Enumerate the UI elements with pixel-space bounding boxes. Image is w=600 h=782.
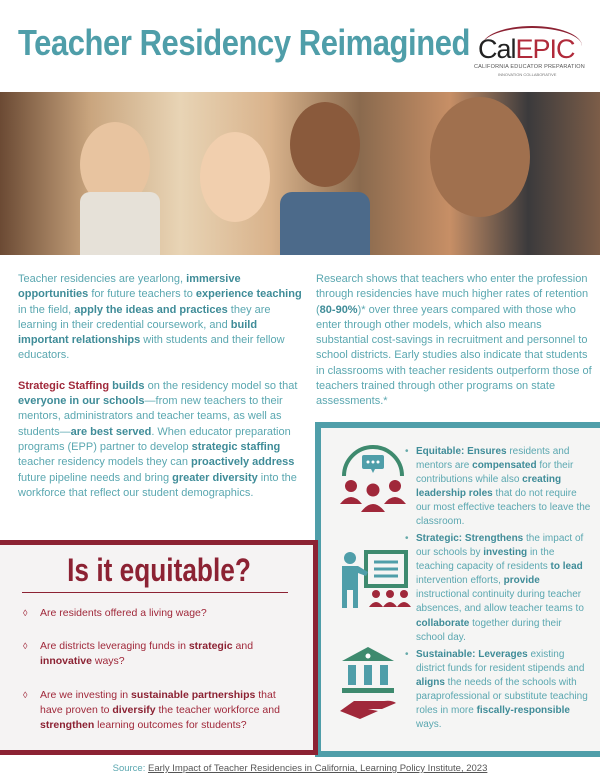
body-text: together during their school day. <box>416 617 562 643</box>
emphasis-text: build important relationships <box>18 318 258 347</box>
emphasis-text: innovative <box>40 655 92 667</box>
feature-sustainable <box>416 648 592 733</box>
diamond-bullet-icon: ◊ <box>23 608 28 618</box>
emphasis-text: apply the ideas and practices <box>74 303 228 316</box>
body-text: —from new teachers to their mentors, administrators and teacher teams, as well as students— <box>18 395 283 438</box>
question-text <box>40 640 253 667</box>
research-paragraph <box>316 272 592 410</box>
emphasis-text: sustainable partnerships <box>131 689 256 701</box>
emphasis-text: are best served <box>70 425 152 438</box>
feature-equitable <box>416 445 592 530</box>
body-text: Are residents offered a living wage? <box>40 607 207 619</box>
diamond-bullet-icon: ◊ <box>23 690 28 700</box>
body-text: ways? <box>91 655 125 667</box>
emphasis-text: to lead <box>550 561 583 573</box>
emphasis-text: creating leadership roles <box>416 474 562 500</box>
emphasis-text: investing <box>483 547 528 559</box>
logo-cal: Cal <box>478 34 516 64</box>
intro-left-column <box>18 272 302 501</box>
emphasis-text: Strategic: Strengthens <box>416 533 524 544</box>
calepic-logo <box>474 26 594 76</box>
emphasis-text: provide <box>503 575 540 587</box>
intro-paragraph <box>18 272 302 364</box>
people-discussion-icon <box>338 442 408 512</box>
body-text: Research shows that teachers who enter the profession through residencies have much higher rates of retention ( <box>316 273 589 316</box>
body-text: residents and mentors are <box>416 446 570 472</box>
body-text: existing district funds for resident stipends and <box>416 649 585 675</box>
question-text <box>40 607 207 619</box>
emphasis-text: immersive opportunities <box>18 273 241 301</box>
body-text: intervention efforts, <box>416 575 504 587</box>
body-text: instructional continuity during teacher absences, and allow teacher teams to <box>416 589 584 615</box>
body-text: )* over three years compared with those who enter through other models, which also means substantial cost-savings in recruitment and personnel to school districts. Early studies also indicate that students in classrooms with teacher residents outperform those of teachers trained through other programs on state assessments.* <box>316 303 592 408</box>
body-text: future pipeline needs and bring <box>18 471 173 484</box>
body-text: Are districts leveraging funds in <box>40 640 189 652</box>
body-text: ways. <box>416 719 442 731</box>
body-text: for future teachers to <box>88 288 196 301</box>
emphasis-text: Strategic Staffing <box>18 379 110 392</box>
source-label: Source: <box>112 763 146 774</box>
equity-question <box>23 606 300 621</box>
teacher-presentation-icon <box>336 550 412 612</box>
emphasis-text: Equitable: Ensures <box>416 446 507 457</box>
strategic-staffing-paragraph <box>18 379 302 501</box>
emphasis-text: compensated <box>472 460 537 472</box>
body-text: they are learning in their credential coursework, and <box>18 303 271 331</box>
logo-name <box>478 34 575 65</box>
bank-in-hand-icon <box>338 645 398 720</box>
emphasis-text: diversify <box>112 704 156 716</box>
body-text: . When educator preparation programs (EPP) partner to develop <box>18 425 291 453</box>
equity-question <box>23 639 300 669</box>
body-text: and <box>232 640 254 652</box>
emphasis-text: collaborate <box>416 617 470 629</box>
hero-photo-children-classroom <box>0 92 600 255</box>
emphasis-text: everyone in our schools <box>18 395 145 408</box>
emphasis-text: strategic staffing <box>191 440 281 453</box>
emphasis-text: strengthen <box>40 719 95 731</box>
body-text: Teacher residencies are yearlong, <box>18 273 187 285</box>
body-text: that have proven to <box>40 689 276 716</box>
logo-subtagline: INNOVATION COLLABORATIVE <box>498 72 557 77</box>
source-citation <box>0 763 600 774</box>
logo-tagline: CALIFORNIA EDUCATOR PREPARATION <box>474 64 585 70</box>
body-text: teacher residency models they can <box>18 456 192 469</box>
page-title: Teacher Residency Reimagined <box>18 22 470 63</box>
body-text: for their contributions while also <box>416 460 574 486</box>
feature-strategic <box>416 532 592 645</box>
source-link[interactable]: Early Impact of Teacher Residencies in California, Learning Policy Institute, 2023 <box>148 763 488 774</box>
body-text: in the field, <box>18 303 75 316</box>
emphasis-text: proactively address <box>191 456 295 469</box>
emphasis-text: 80-90% <box>319 303 358 316</box>
body-text: the teacher workforce and <box>155 704 280 716</box>
emphasis-text: aligns <box>416 677 445 689</box>
equity-question <box>23 688 300 733</box>
body-text: in the teaching capacity of residents <box>416 547 555 573</box>
emphasis-text: greater diversity <box>172 471 258 484</box>
emphasis-text: builds <box>109 379 145 392</box>
divider <box>22 592 288 593</box>
diamond-bullet-icon: ◊ <box>23 641 28 651</box>
emphasis-text: Sustainable: Leverages <box>416 649 528 660</box>
body-text: the needs of the schools with paraprofessional or substitute teaching roles in more <box>416 677 588 717</box>
question-text <box>40 689 280 731</box>
body-text: the impact of our schools by <box>416 533 584 559</box>
emphasis-text: experience teaching <box>195 288 302 301</box>
body-text: with students and their fellow educators. <box>18 334 285 362</box>
body-text: into the workforce that reflect our student demographics. <box>18 471 297 499</box>
emphasis-text: fiscally-responsible <box>476 705 570 717</box>
equity-heading: Is it equitable? <box>67 552 251 588</box>
emphasis-text: strategic <box>188 640 233 652</box>
body-text: learning outcomes for students? <box>94 719 247 731</box>
body-text: Are we investing in <box>40 689 132 701</box>
logo-epic: EPIC <box>515 34 575 64</box>
body-text: that do not require our most effective teachers to leave the classroom. <box>416 488 591 528</box>
body-text: on the residency model so that <box>144 379 298 392</box>
